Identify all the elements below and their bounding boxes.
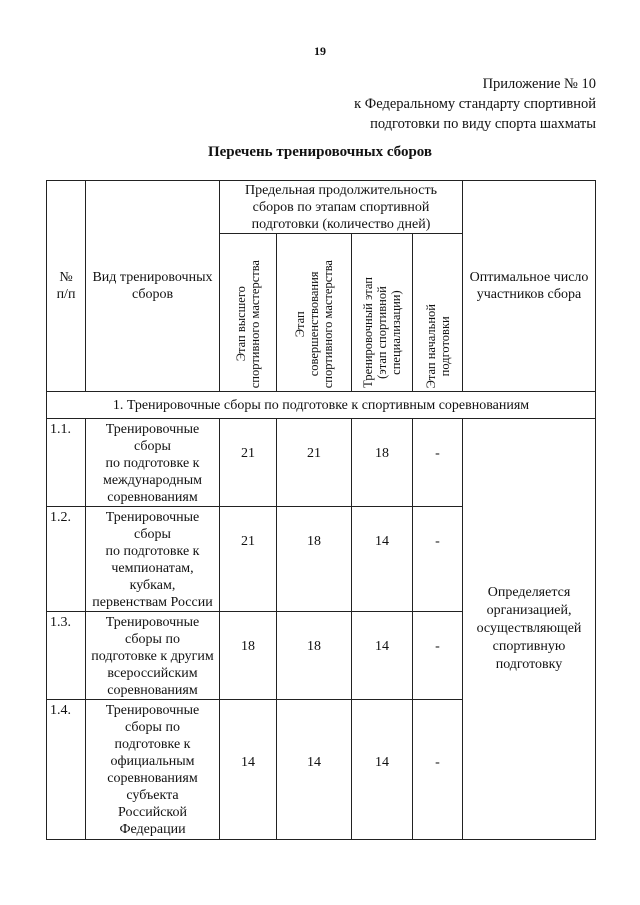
appendix-line: к Федеральному стандарту спортивной bbox=[354, 96, 596, 112]
participants-value: Определяется организацией, осуществляющей спортивную подготовку bbox=[463, 419, 596, 840]
row-value-stage-higher: 18 bbox=[220, 612, 277, 700]
header-stage-improvement bbox=[277, 234, 352, 392]
row-value-stage-initial: - bbox=[413, 612, 463, 700]
row-value-stage-improvement: 18 bbox=[277, 612, 352, 700]
row-name: Тренировочные сборы по подготовке к официальным соревнованиям субъекта Российской Федерации bbox=[86, 700, 220, 840]
header-stage-higher-label: Этап высшего спортивного мастерства bbox=[234, 259, 262, 388]
row-value-stage-initial: - bbox=[413, 700, 463, 840]
page-number: 19 bbox=[314, 44, 326, 58]
row-value-stage-training: 14 bbox=[352, 507, 413, 612]
header-stage-improvement-label: Этап совершенствования спортивного мастерства bbox=[293, 259, 335, 388]
row-value-stage-higher: 21 bbox=[220, 419, 277, 507]
row-value-stage-higher: 14 bbox=[220, 700, 277, 840]
row-value-stage-improvement: 18 bbox=[277, 507, 352, 612]
header-num: № п/п bbox=[47, 181, 86, 392]
row-value-stage-training: 18 bbox=[352, 419, 413, 507]
training-camps-table bbox=[46, 180, 596, 840]
document-title: Перечень тренировочных сборов bbox=[207, 144, 433, 160]
row-value-stage-improvement: 14 bbox=[277, 700, 352, 840]
row-value-stage-improvement: 21 bbox=[277, 419, 352, 507]
header-participants: Оптимальное число участников сбора bbox=[463, 181, 596, 392]
row-value-stage-training: 14 bbox=[352, 612, 413, 700]
row-number: 1.4. bbox=[47, 700, 86, 840]
row-value-stage-initial: - bbox=[413, 507, 463, 612]
section-heading: 1. Тренировочные сборы по подготовке к спортивным соревнованиям bbox=[47, 392, 596, 419]
appendix-line: подготовки по виду спорта шахматы bbox=[370, 116, 596, 132]
header-stage-training bbox=[352, 234, 413, 392]
row-name: Тренировочные сборы по подготовке к международным соревнованиям bbox=[86, 419, 220, 507]
header-duration: Предельная продолжительность сборов по этапам спортивной подготовки (количество дней) bbox=[220, 181, 463, 234]
header-stage-higher bbox=[220, 234, 277, 392]
header-type: Вид тренировочных сборов bbox=[86, 181, 220, 392]
row-value-stage-training: 14 bbox=[352, 700, 413, 840]
row-number: 1.2. bbox=[47, 507, 86, 612]
row-value-stage-higher: 21 bbox=[220, 507, 277, 612]
appendix-header bbox=[276, 74, 596, 134]
appendix-line: Приложение № 10 bbox=[482, 76, 596, 92]
header-stage-initial bbox=[413, 234, 463, 392]
header-stage-initial-label: Этап начальной подготовки bbox=[423, 303, 452, 388]
header-stage-training-label: Тренировочный этап (этап спортивной специализации) bbox=[361, 277, 403, 388]
row-number: 1.1. bbox=[47, 419, 86, 507]
row-number: 1.3. bbox=[47, 612, 86, 700]
row-value-stage-initial: - bbox=[413, 419, 463, 507]
row-name: Тренировочные сборы по подготовке к другим всероссийским соревнованиям bbox=[86, 612, 220, 700]
row-name: Тренировочные сборы по подготовке к чемпионатам, кубкам, первенствам России bbox=[86, 507, 220, 612]
